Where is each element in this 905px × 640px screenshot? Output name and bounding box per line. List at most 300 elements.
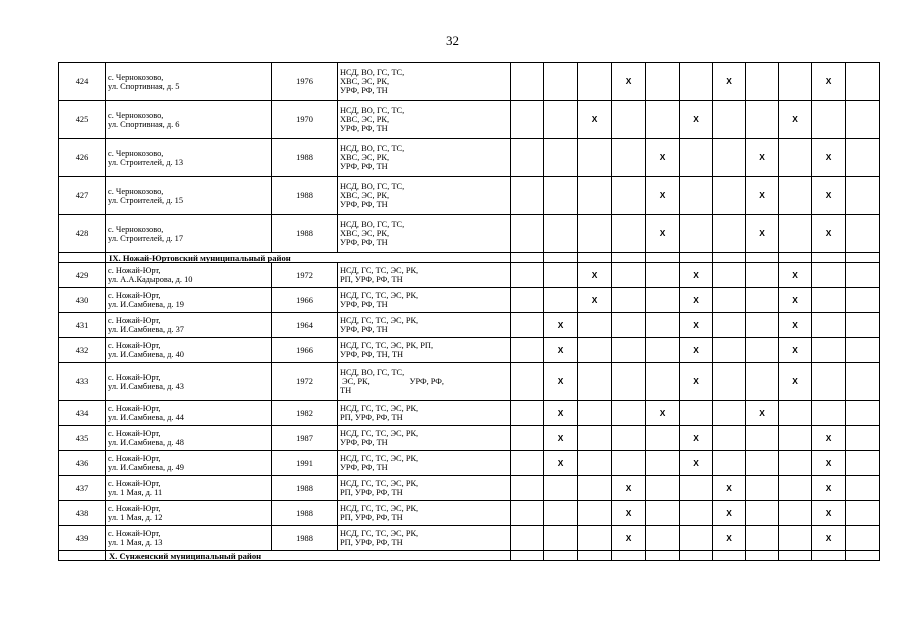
empty-year-cell bbox=[544, 63, 578, 101]
year-mark: X bbox=[578, 263, 612, 288]
works-line: УРФ, РФ, ТН bbox=[340, 238, 388, 247]
empty-year-cell bbox=[746, 101, 779, 139]
address-cell bbox=[106, 426, 272, 451]
year-cell: 1988 bbox=[272, 215, 338, 253]
works-line: ХВС, ЭС, РК, bbox=[340, 115, 390, 124]
empty-year-cell bbox=[646, 313, 680, 338]
year-mark: X bbox=[812, 215, 846, 253]
row-number: 431 bbox=[59, 313, 106, 338]
empty-year-cell bbox=[846, 426, 880, 451]
empty-year-cell bbox=[846, 101, 880, 139]
empty-year-cell bbox=[544, 501, 578, 526]
year-mark: X bbox=[680, 101, 713, 139]
works-line: НСД, ГС, ТС, ЭС, РК, bbox=[340, 479, 419, 488]
empty-year-cell bbox=[511, 501, 544, 526]
year-mark: X bbox=[812, 139, 846, 177]
empty-year-cell bbox=[846, 215, 880, 253]
empty-year-cell bbox=[746, 338, 779, 363]
works-cell bbox=[338, 501, 511, 526]
row-number: 427 bbox=[59, 177, 106, 215]
empty-year-cell bbox=[779, 177, 812, 215]
empty-year-cell bbox=[846, 501, 880, 526]
year-mark: X bbox=[646, 177, 680, 215]
table-row bbox=[59, 426, 880, 451]
address-line: ул. И.Самбиева, д. 44 bbox=[108, 413, 184, 422]
year-cell: 1988 bbox=[272, 501, 338, 526]
year-cell: 1988 bbox=[272, 526, 338, 551]
empty-year-cell bbox=[779, 63, 812, 101]
section-empty-cell bbox=[846, 551, 880, 561]
section-empty-cell bbox=[511, 253, 544, 263]
works-line: НСД, ГС, ТС, ЭС, РК, РП, bbox=[340, 341, 434, 350]
works-line: РП, УРФ, РФ, ТН bbox=[340, 538, 403, 547]
table-row bbox=[59, 476, 880, 501]
row-number: 437 bbox=[59, 476, 106, 501]
empty-year-cell bbox=[713, 451, 746, 476]
year-mark: X bbox=[578, 288, 612, 313]
empty-year-cell bbox=[680, 177, 713, 215]
row-number: 435 bbox=[59, 426, 106, 451]
empty-year-cell bbox=[511, 476, 544, 501]
works-cell bbox=[338, 363, 511, 401]
empty-year-cell bbox=[846, 476, 880, 501]
year-mark: X bbox=[680, 288, 713, 313]
address-cell bbox=[106, 338, 272, 363]
empty-year-cell bbox=[612, 363, 646, 401]
empty-year-cell bbox=[612, 263, 646, 288]
empty-year-cell bbox=[544, 101, 578, 139]
year-cell: 1972 bbox=[272, 363, 338, 401]
table-row bbox=[59, 338, 880, 363]
empty-year-cell bbox=[646, 263, 680, 288]
table-row bbox=[59, 313, 880, 338]
empty-year-cell bbox=[779, 526, 812, 551]
works-line: УРФ, РФ, ТН bbox=[340, 463, 388, 472]
table-row bbox=[59, 501, 880, 526]
section-empty-cell bbox=[779, 551, 812, 561]
section-empty-cell bbox=[812, 253, 846, 263]
empty-year-cell bbox=[713, 313, 746, 338]
empty-year-cell bbox=[578, 501, 612, 526]
year-mark: X bbox=[680, 426, 713, 451]
works-cell bbox=[338, 401, 511, 426]
empty-year-cell bbox=[680, 139, 713, 177]
works-line: ХВС, ЭС, РК, bbox=[340, 77, 390, 86]
works-line: УРФ, РФ, ТН bbox=[340, 438, 388, 447]
address-line: ул. Строителей, д. 17 bbox=[108, 233, 184, 243]
empty-year-cell bbox=[578, 401, 612, 426]
year-cell: 1987 bbox=[272, 426, 338, 451]
address-cell bbox=[106, 313, 272, 338]
address-line: ул. И.Самбиева, д. 43 bbox=[108, 381, 184, 391]
year-cell: 1972 bbox=[272, 263, 338, 288]
empty-year-cell bbox=[846, 451, 880, 476]
address-line: ул. И.Самбиева, д. 37 bbox=[108, 325, 184, 334]
address-line: ул. И.Самбиева, д. 48 bbox=[108, 438, 184, 447]
address-cell bbox=[106, 101, 272, 139]
empty-year-cell bbox=[511, 215, 544, 253]
year-mark: X bbox=[812, 63, 846, 101]
empty-year-cell bbox=[511, 139, 544, 177]
year-mark: X bbox=[544, 363, 578, 401]
year-mark: X bbox=[680, 363, 713, 401]
row-number: 429 bbox=[59, 263, 106, 288]
works-cell bbox=[338, 313, 511, 338]
section-empty-cell bbox=[578, 551, 612, 561]
empty-year-cell bbox=[646, 476, 680, 501]
section-number-cell bbox=[59, 551, 106, 561]
empty-year-cell bbox=[713, 363, 746, 401]
empty-year-cell bbox=[713, 139, 746, 177]
section-empty-cell bbox=[779, 253, 812, 263]
address-line: с. Ножай-Юрт, bbox=[108, 341, 161, 350]
row-number: 430 bbox=[59, 288, 106, 313]
works-cell bbox=[338, 451, 511, 476]
section-empty-cell bbox=[544, 551, 578, 561]
year-mark: X bbox=[713, 63, 746, 101]
section-title: X. Сунженский муниципальный район bbox=[106, 551, 511, 561]
address-line: ул. А.А.Кадырова, д. 10 bbox=[108, 275, 193, 284]
empty-year-cell bbox=[746, 63, 779, 101]
address-line: ул. Спортивная, д. 6 bbox=[108, 119, 180, 129]
works-line: НСД, ГС, ТС, ЭС, РК, bbox=[340, 266, 419, 275]
works-cell bbox=[338, 215, 511, 253]
empty-year-cell bbox=[578, 363, 612, 401]
address-line: ул. 1 Мая, д. 12 bbox=[108, 513, 163, 522]
section-title: IX. Ножай-Юртовский муниципальный район bbox=[106, 253, 511, 263]
year-mark: X bbox=[646, 139, 680, 177]
year-mark: X bbox=[544, 338, 578, 363]
works-cell bbox=[338, 101, 511, 139]
year-mark: X bbox=[612, 501, 646, 526]
works-line: РП, УРФ, РФ, ТН bbox=[340, 413, 403, 422]
empty-year-cell bbox=[713, 263, 746, 288]
empty-year-cell bbox=[812, 338, 846, 363]
year-mark: X bbox=[812, 177, 846, 215]
works-line: НСД, ВО, ГС, ТС, bbox=[340, 144, 405, 153]
empty-year-cell bbox=[713, 288, 746, 313]
empty-year-cell bbox=[746, 288, 779, 313]
empty-year-cell bbox=[846, 63, 880, 101]
year-mark: X bbox=[746, 139, 779, 177]
empty-year-cell bbox=[511, 63, 544, 101]
year-mark: X bbox=[746, 215, 779, 253]
works-line: НСД, ВО, ГС, ТС, bbox=[340, 220, 405, 229]
empty-year-cell bbox=[779, 215, 812, 253]
year-mark: X bbox=[646, 215, 680, 253]
empty-year-cell bbox=[612, 401, 646, 426]
address-line: с. Ножай-Юрт, bbox=[108, 429, 161, 438]
empty-year-cell bbox=[646, 338, 680, 363]
empty-year-cell bbox=[713, 426, 746, 451]
works-cell bbox=[338, 263, 511, 288]
empty-year-cell bbox=[646, 526, 680, 551]
empty-year-cell bbox=[746, 363, 779, 401]
works-cell bbox=[338, 288, 511, 313]
address-line: с. Чернокозово, bbox=[108, 148, 164, 158]
empty-year-cell bbox=[578, 338, 612, 363]
year-mark: X bbox=[544, 313, 578, 338]
year-cell: 1988 bbox=[272, 139, 338, 177]
register-body bbox=[59, 63, 880, 561]
works-line: РП, УРФ, РФ, ТН bbox=[340, 488, 403, 497]
address-line: с. Ножай-Юрт, bbox=[108, 372, 161, 382]
empty-year-cell bbox=[779, 139, 812, 177]
section-empty-cell bbox=[612, 253, 646, 263]
section-empty-cell bbox=[646, 253, 680, 263]
empty-year-cell bbox=[646, 63, 680, 101]
works-cell bbox=[338, 426, 511, 451]
address-line: ул. Строителей, д. 13 bbox=[108, 157, 184, 167]
works-line: НСД, ВО, ГС, ТС, bbox=[340, 368, 405, 377]
works-line: ХВС, ЭС, РК, bbox=[340, 153, 390, 162]
works-line: УРФ, РФ, ТН bbox=[340, 300, 388, 309]
empty-year-cell bbox=[646, 101, 680, 139]
year-cell: 1966 bbox=[272, 288, 338, 313]
row-number: 438 bbox=[59, 501, 106, 526]
empty-year-cell bbox=[680, 526, 713, 551]
empty-year-cell bbox=[779, 501, 812, 526]
table-row bbox=[59, 177, 880, 215]
year-mark: X bbox=[544, 401, 578, 426]
empty-year-cell bbox=[746, 313, 779, 338]
year-mark: X bbox=[746, 177, 779, 215]
empty-year-cell bbox=[511, 177, 544, 215]
works-line: УРФ, РФ, ТН bbox=[340, 124, 388, 133]
row-number: 436 bbox=[59, 451, 106, 476]
empty-year-cell bbox=[746, 263, 779, 288]
year-cell: 1988 bbox=[272, 476, 338, 501]
empty-year-cell bbox=[511, 313, 544, 338]
works-line: УРФ, РФ, ТН, ТН bbox=[340, 350, 404, 359]
address-cell bbox=[106, 288, 272, 313]
works-line: ТН bbox=[340, 386, 352, 395]
row-number: 433 bbox=[59, 363, 106, 401]
empty-year-cell bbox=[612, 139, 646, 177]
empty-year-cell bbox=[544, 288, 578, 313]
row-number: 434 bbox=[59, 401, 106, 426]
works-line: НСД, ВО, ГС, ТС, bbox=[340, 182, 405, 191]
empty-year-cell bbox=[646, 451, 680, 476]
works-line: НСД, ГС, ТС, ЭС, РК, bbox=[340, 429, 419, 438]
empty-year-cell bbox=[746, 426, 779, 451]
works-cell bbox=[338, 139, 511, 177]
year-mark: X bbox=[746, 401, 779, 426]
year-cell: 1964 bbox=[272, 313, 338, 338]
empty-year-cell bbox=[544, 526, 578, 551]
empty-year-cell bbox=[646, 363, 680, 401]
empty-year-cell bbox=[846, 177, 880, 215]
empty-year-cell bbox=[680, 501, 713, 526]
works-line: НСД, ВО, ГС, ТС, bbox=[340, 106, 405, 115]
empty-year-cell bbox=[612, 288, 646, 313]
works-cell bbox=[338, 526, 511, 551]
works-line: ХВС, ЭС, РК, bbox=[340, 229, 390, 238]
section-empty-cell bbox=[812, 551, 846, 561]
address-line: ул. Спортивная, д. 5 bbox=[108, 81, 180, 91]
address-line: ул. 1 Мая, д. 13 bbox=[108, 538, 163, 547]
section-empty-cell bbox=[713, 253, 746, 263]
table-row bbox=[59, 401, 880, 426]
page-number: 32 bbox=[446, 33, 459, 48]
works-line: УРФ, РФ, ТН bbox=[340, 325, 388, 334]
section-empty-cell bbox=[646, 551, 680, 561]
year-mark: X bbox=[779, 263, 812, 288]
works-line: УРФ, РФ, ТН bbox=[340, 162, 388, 171]
empty-year-cell bbox=[511, 101, 544, 139]
year-mark: X bbox=[779, 288, 812, 313]
address-line: с. Ножай-Юрт, bbox=[108, 291, 161, 300]
works-line: РП, УРФ, РФ, ТН bbox=[340, 513, 403, 522]
empty-year-cell bbox=[578, 426, 612, 451]
works-cell bbox=[338, 63, 511, 101]
year-mark: X bbox=[779, 363, 812, 401]
address-line: с. Чернокозово, bbox=[108, 110, 164, 120]
address-cell bbox=[106, 526, 272, 551]
works-line: НСД, ВО, ГС, ТС, bbox=[340, 68, 405, 77]
year-mark: X bbox=[812, 451, 846, 476]
empty-year-cell bbox=[846, 313, 880, 338]
empty-year-cell bbox=[812, 101, 846, 139]
empty-year-cell bbox=[746, 476, 779, 501]
empty-year-cell bbox=[612, 101, 646, 139]
year-mark: X bbox=[713, 501, 746, 526]
address-line: с. Ножай-Юрт, bbox=[108, 479, 161, 488]
table-row bbox=[59, 139, 880, 177]
empty-year-cell bbox=[779, 426, 812, 451]
empty-year-cell bbox=[511, 451, 544, 476]
empty-year-cell bbox=[713, 177, 746, 215]
section-empty-cell bbox=[680, 551, 713, 561]
empty-year-cell bbox=[511, 288, 544, 313]
empty-year-cell bbox=[612, 177, 646, 215]
address-cell bbox=[106, 215, 272, 253]
address-line: с. Ножай-Юрт, bbox=[108, 316, 161, 325]
empty-year-cell bbox=[612, 313, 646, 338]
address-cell bbox=[106, 451, 272, 476]
year-mark: X bbox=[812, 476, 846, 501]
address-line: ул. И.Самбиева, д. 40 bbox=[108, 350, 184, 359]
section-number-cell bbox=[59, 253, 106, 263]
empty-year-cell bbox=[612, 451, 646, 476]
empty-year-cell bbox=[746, 501, 779, 526]
address-line: ул. И.Самбиева, д. 19 bbox=[108, 300, 184, 309]
row-number: 426 bbox=[59, 139, 106, 177]
works-cell bbox=[338, 338, 511, 363]
empty-year-cell bbox=[680, 401, 713, 426]
empty-year-cell bbox=[713, 401, 746, 426]
empty-year-cell bbox=[680, 63, 713, 101]
address-line: с. Чернокозово, bbox=[108, 186, 164, 196]
empty-year-cell bbox=[846, 363, 880, 401]
empty-year-cell bbox=[846, 338, 880, 363]
empty-year-cell bbox=[812, 313, 846, 338]
works-line: ЭС, РК, УРФ, РФ, bbox=[340, 377, 444, 386]
section-header-row bbox=[59, 253, 880, 263]
empty-year-cell bbox=[680, 476, 713, 501]
year-mark: X bbox=[779, 313, 812, 338]
empty-year-cell bbox=[578, 177, 612, 215]
address-line: с. Чернокозово, bbox=[108, 72, 164, 82]
empty-year-cell bbox=[578, 451, 612, 476]
empty-year-cell bbox=[713, 215, 746, 253]
address-line: с. Чернокозово, bbox=[108, 224, 164, 234]
address-line: с. Ножай-Юрт, bbox=[108, 266, 161, 275]
works-line: УРФ, РФ, ТН bbox=[340, 86, 388, 95]
year-mark: X bbox=[713, 526, 746, 551]
section-empty-cell bbox=[544, 253, 578, 263]
row-number: 432 bbox=[59, 338, 106, 363]
empty-year-cell bbox=[578, 476, 612, 501]
section-empty-cell bbox=[713, 551, 746, 561]
address-cell bbox=[106, 177, 272, 215]
empty-year-cell bbox=[544, 139, 578, 177]
table-row bbox=[59, 526, 880, 551]
section-empty-cell bbox=[612, 551, 646, 561]
empty-year-cell bbox=[646, 288, 680, 313]
year-mark: X bbox=[544, 451, 578, 476]
empty-year-cell bbox=[746, 526, 779, 551]
year-mark: X bbox=[812, 501, 846, 526]
empty-year-cell bbox=[511, 263, 544, 288]
year-mark: X bbox=[612, 476, 646, 501]
address-cell bbox=[106, 139, 272, 177]
address-cell bbox=[106, 363, 272, 401]
works-line: НСД, ГС, ТС, ЭС, РК, bbox=[340, 316, 419, 325]
address-cell bbox=[106, 501, 272, 526]
address-line: с. Ножай-Юрт, bbox=[108, 404, 161, 413]
empty-year-cell bbox=[544, 476, 578, 501]
year-mark: X bbox=[612, 526, 646, 551]
empty-year-cell bbox=[680, 215, 713, 253]
empty-year-cell bbox=[511, 401, 544, 426]
row-number: 425 bbox=[59, 101, 106, 139]
empty-year-cell bbox=[846, 139, 880, 177]
empty-year-cell bbox=[779, 401, 812, 426]
works-line: НСД, ГС, ТС, ЭС, РК, bbox=[340, 529, 419, 538]
year-cell: 1988 bbox=[272, 177, 338, 215]
empty-year-cell bbox=[612, 215, 646, 253]
empty-year-cell bbox=[812, 363, 846, 401]
address-line: с. Ножай-Юрт, bbox=[108, 529, 161, 538]
empty-year-cell bbox=[812, 288, 846, 313]
year-mark: X bbox=[680, 313, 713, 338]
section-empty-cell bbox=[746, 253, 779, 263]
empty-year-cell bbox=[746, 451, 779, 476]
empty-year-cell bbox=[511, 363, 544, 401]
empty-year-cell bbox=[578, 215, 612, 253]
address-cell bbox=[106, 401, 272, 426]
empty-year-cell bbox=[779, 451, 812, 476]
year-cell: 1991 bbox=[272, 451, 338, 476]
section-empty-cell bbox=[846, 253, 880, 263]
empty-year-cell bbox=[846, 288, 880, 313]
empty-year-cell bbox=[612, 426, 646, 451]
works-line: УРФ, РФ, ТН bbox=[340, 200, 388, 209]
year-mark: X bbox=[680, 338, 713, 363]
empty-year-cell bbox=[612, 338, 646, 363]
table-row bbox=[59, 451, 880, 476]
address-line: с. Ножай-Юрт, bbox=[108, 454, 161, 463]
table-row bbox=[59, 263, 880, 288]
address-cell bbox=[106, 476, 272, 501]
works-cell bbox=[338, 177, 511, 215]
works-line: НСД, ГС, ТС, ЭС, РК, bbox=[340, 291, 419, 300]
housing-register-table bbox=[58, 62, 880, 561]
address-cell bbox=[106, 63, 272, 101]
year-mark: X bbox=[713, 476, 746, 501]
table-row bbox=[59, 101, 880, 139]
